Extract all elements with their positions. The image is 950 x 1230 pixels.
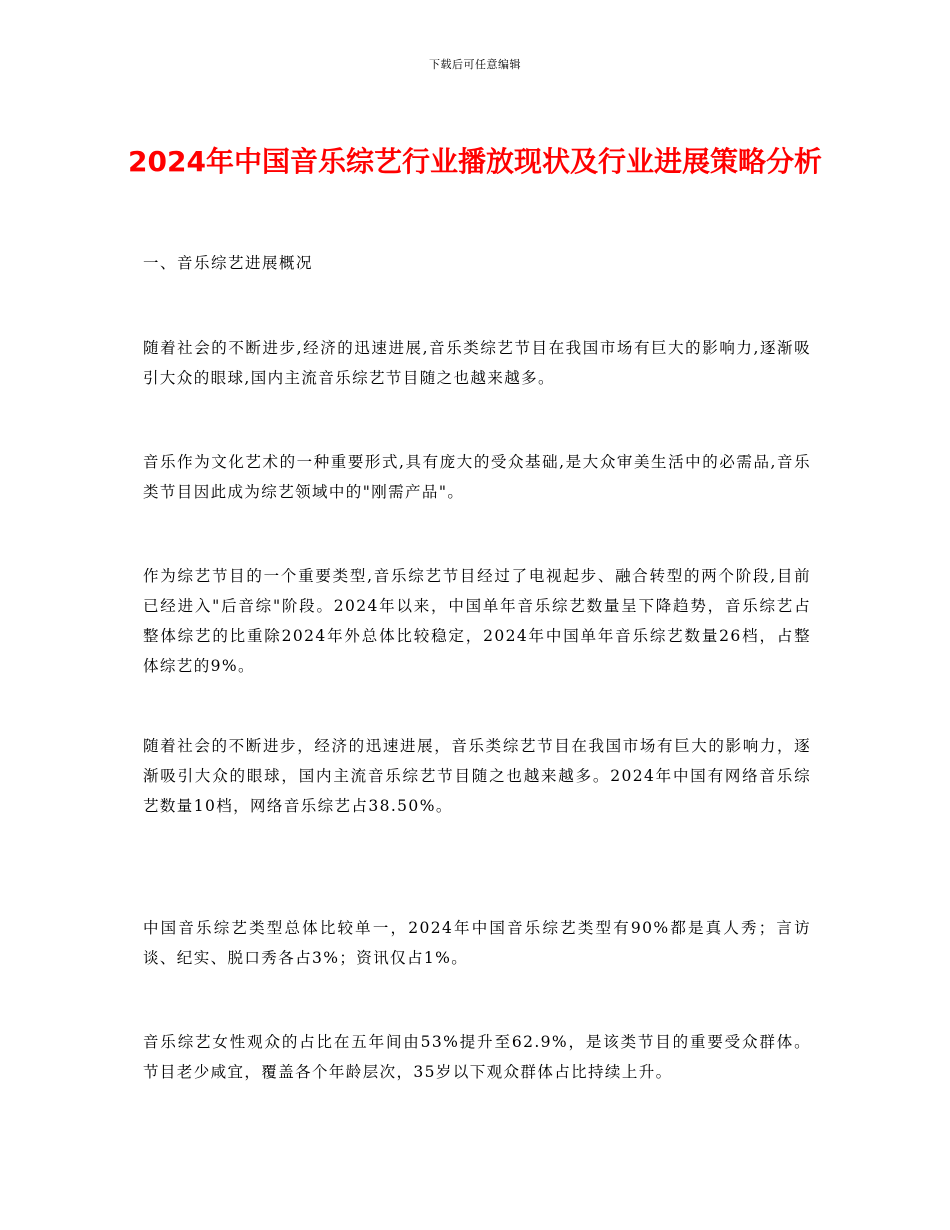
paragraph-1: 随着社会的不断进步,经济的迅速进展,音乐类综艺节目在我国市场有巨大的影响力,逐渐吸引大众的眼球,国内主流音乐综艺节目随之也越来越多。 <box>143 339 811 387</box>
section-heading: 一、音乐综艺进展概况 <box>143 254 314 272</box>
paragraph-3: 作为综艺节目的一个重要类型,音乐综艺节目经过了电视起步、融合转型的两个阶段,目前已经进入"后音综"阶段。2024年以来，中国单年音乐综艺数量呈下降趋势，音乐综艺占整体综艺的比重除2024年外总体比较稳定，2024年中国单年音乐综艺数量26档，占整体综艺的9%。 <box>143 567 811 675</box>
paragraph-4: 随着社会的不断进步，经济的迅速进展，音乐类综艺节目在我国市场有巨大的影响力，逐渐吸引大众的眼球，国内主流音乐综艺节目随之也越来越多。2024年中国有网络音乐综艺数量10档，网络音乐综艺占38.50%。 <box>143 737 811 815</box>
paragraph-5: 中国音乐综艺类型总体比较单一，2024年中国音乐综艺类型有90%都是真人秀；言访谈、纪实、脱口秀各占3%；资讯仅占1%。 <box>143 919 811 967</box>
paragraph-2: 音乐作为文化艺术的一种重要形式,具有庞大的受众基础,是大众审美生活中的必需品,音乐类节目因此成为综艺领域中的"刚需产品"。 <box>143 453 811 501</box>
paragraph-6: 音乐综艺女性观众的占比在五年间由53%提升至62.9%，是该类节目的重要受众群体。节目老少咸宜，覆盖各个年龄层次，35岁以下观众群体占比持续上升。 <box>143 1033 811 1081</box>
header-note: 下载后可任意编辑 <box>429 58 521 71</box>
document-title: 2024年中国音乐综艺行业播放现状及行业进展策略分析 <box>128 145 822 178</box>
